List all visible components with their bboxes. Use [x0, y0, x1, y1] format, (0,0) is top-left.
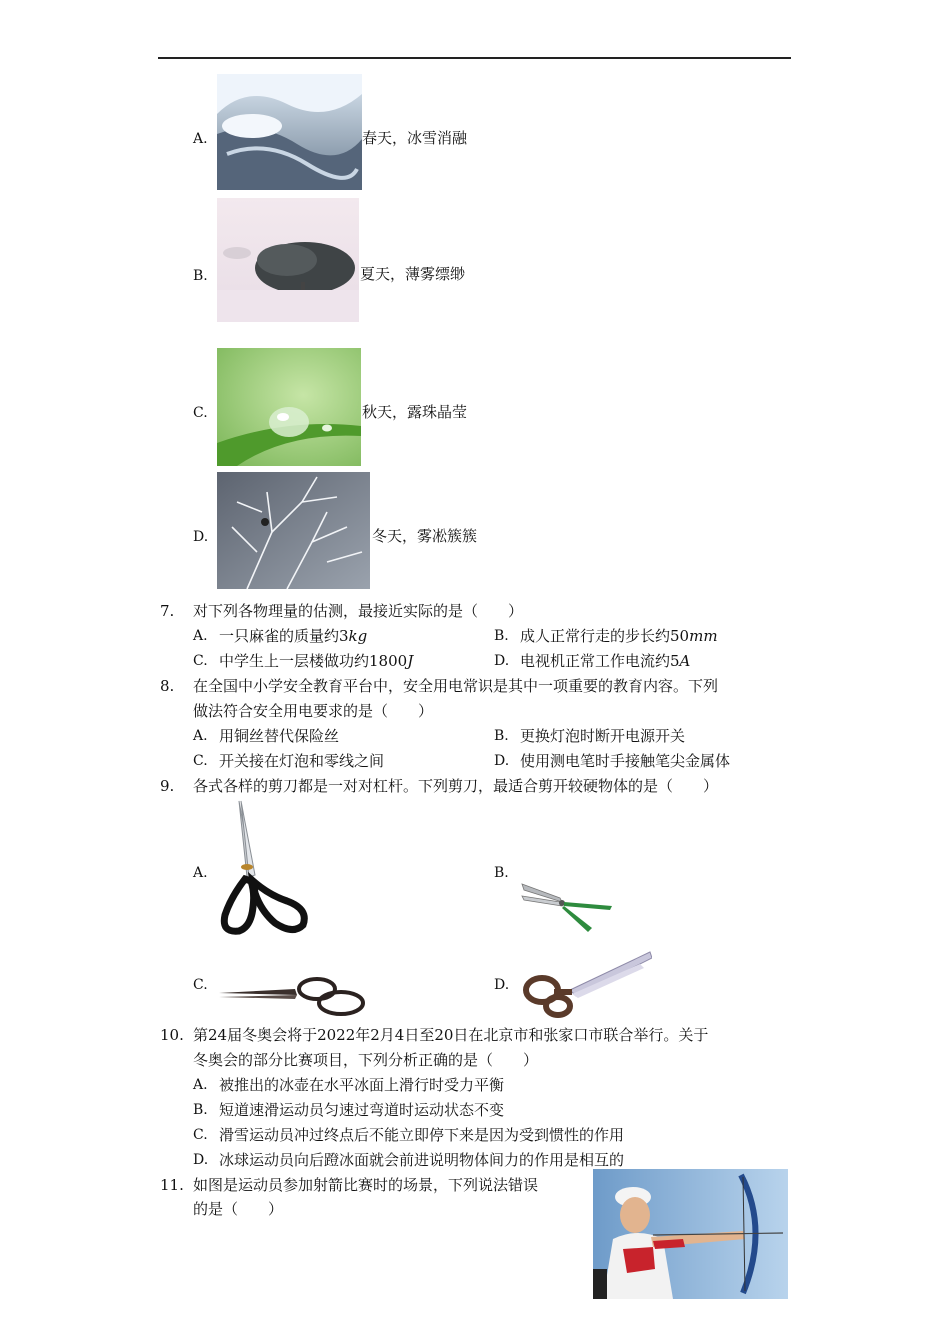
q8-option-a: 用铜丝替代保险丝: [219, 727, 340, 745]
q10-option-c-letter: C.: [193, 1127, 208, 1143]
q7-option-b-letter: B.: [494, 628, 509, 644]
q6-option-c-letter: C.: [193, 405, 208, 421]
q10-stem-line2: 冬奥会的部分比赛项目，下列分析正确的是（ ）: [193, 1051, 539, 1069]
q9-option-b-shears-image: [520, 876, 614, 934]
q7-option-d-letter: D.: [494, 653, 510, 669]
q9-option-d-shears-image: [520, 950, 652, 1020]
q8-number: 8.: [160, 677, 175, 695]
q6-option-a-photo: [217, 74, 362, 190]
q7-number: 7.: [160, 602, 175, 620]
q9-option-b-letter: B.: [494, 865, 509, 881]
q9-number: 9.: [160, 777, 175, 795]
q7-option-d: 电视机正常工作电流约5A: [520, 652, 691, 670]
q8-option-a-letter: A.: [193, 728, 208, 744]
q10-number: 10.: [160, 1026, 184, 1044]
q10-option-b: 短道速滑运动员匀速过弯道时运动状态不变: [219, 1101, 505, 1119]
q6-option-b-caption: 夏天，薄雾缥缈: [360, 265, 466, 283]
q10-option-d-letter: D.: [193, 1152, 209, 1168]
q6-option-a-letter: A.: [193, 131, 208, 147]
q6-option-b-letter: B.: [193, 268, 208, 284]
q11-archery-photo: [593, 1169, 788, 1299]
q8-option-b-letter: B.: [494, 728, 509, 744]
q9-option-d-letter: D.: [494, 977, 510, 993]
q10-option-c: 滑雪运动员冲过终点后不能立即停下来是因为受到惯性的作用: [219, 1126, 625, 1144]
q9-option-a-scissors-image: [217, 797, 309, 937]
q7-option-b: 成人正常行走的步长约50mm: [520, 627, 718, 645]
q7-option-c: 中学生上一层楼做功约1800J: [219, 652, 414, 670]
q10-option-d: 冰球运动员向后蹬冰面就会前进说明物体间力的作用是相互的: [219, 1151, 625, 1169]
q6-option-b-photo: [217, 198, 359, 322]
q11-stem-line1: 如图是运动员参加射箭比赛时的场景，下列说法错误: [193, 1176, 539, 1194]
q9-stem: 各式各样的剪刀都是一对对杠杆。下列剪刀，最适合剪开较硬物体的是（ ）: [193, 777, 719, 795]
q8-stem-line2: 做法符合安全用电要求的是（ ）: [193, 702, 434, 720]
q8-option-d: 使用测电笔时手接触笔尖金属体: [520, 752, 731, 770]
q8-option-d-letter: D.: [494, 753, 510, 769]
q7-option-c-letter: C.: [193, 653, 208, 669]
header-rule: [158, 57, 791, 59]
q7-option-a: 一只麻雀的质量约3kg: [219, 627, 368, 645]
q7-option-a-letter: A.: [193, 628, 208, 644]
q10-option-a-letter: A.: [193, 1077, 208, 1093]
q8-option-c: 开关接在灯泡和零线之间: [219, 752, 385, 770]
q7-stem: 对下列各物理量的估测，最接近实际的是（ ）: [193, 602, 524, 620]
q6-option-a-caption: 春天，冰雪消融: [362, 129, 468, 147]
q10-stem-line1: 第24届冬奥会将于2022年2月4日至20日在北京市和张家口市联合举行。关于: [193, 1026, 709, 1044]
q9-option-c-scissors-image: [217, 973, 367, 1017]
q10-option-a: 被推出的冰壶在水平冰面上滑行时受力平衡: [219, 1076, 505, 1094]
q6-option-c-photo: [217, 348, 361, 466]
q8-stem-line1: 在全国中小学安全教育平台中，安全用电常识是其中一项重要的教育内容。下列: [193, 677, 719, 695]
q6-option-d-photo: [217, 472, 370, 589]
q8-option-c-letter: C.: [193, 753, 208, 769]
q9-option-a-letter: A.: [193, 865, 208, 881]
q6-option-d-caption: 冬天，雾凇簇簇: [372, 527, 478, 545]
q8-option-b: 更换灯泡时断开电源开关: [520, 727, 686, 745]
q9-option-c-letter: C.: [193, 977, 208, 993]
q11-number: 11.: [160, 1176, 184, 1194]
q11-stem-line2: 的是（ ）: [193, 1200, 284, 1218]
q10-option-b-letter: B.: [193, 1102, 208, 1118]
q6-option-d-letter: D.: [193, 529, 209, 545]
q6-option-c-caption: 秋天，露珠晶莹: [362, 403, 468, 421]
